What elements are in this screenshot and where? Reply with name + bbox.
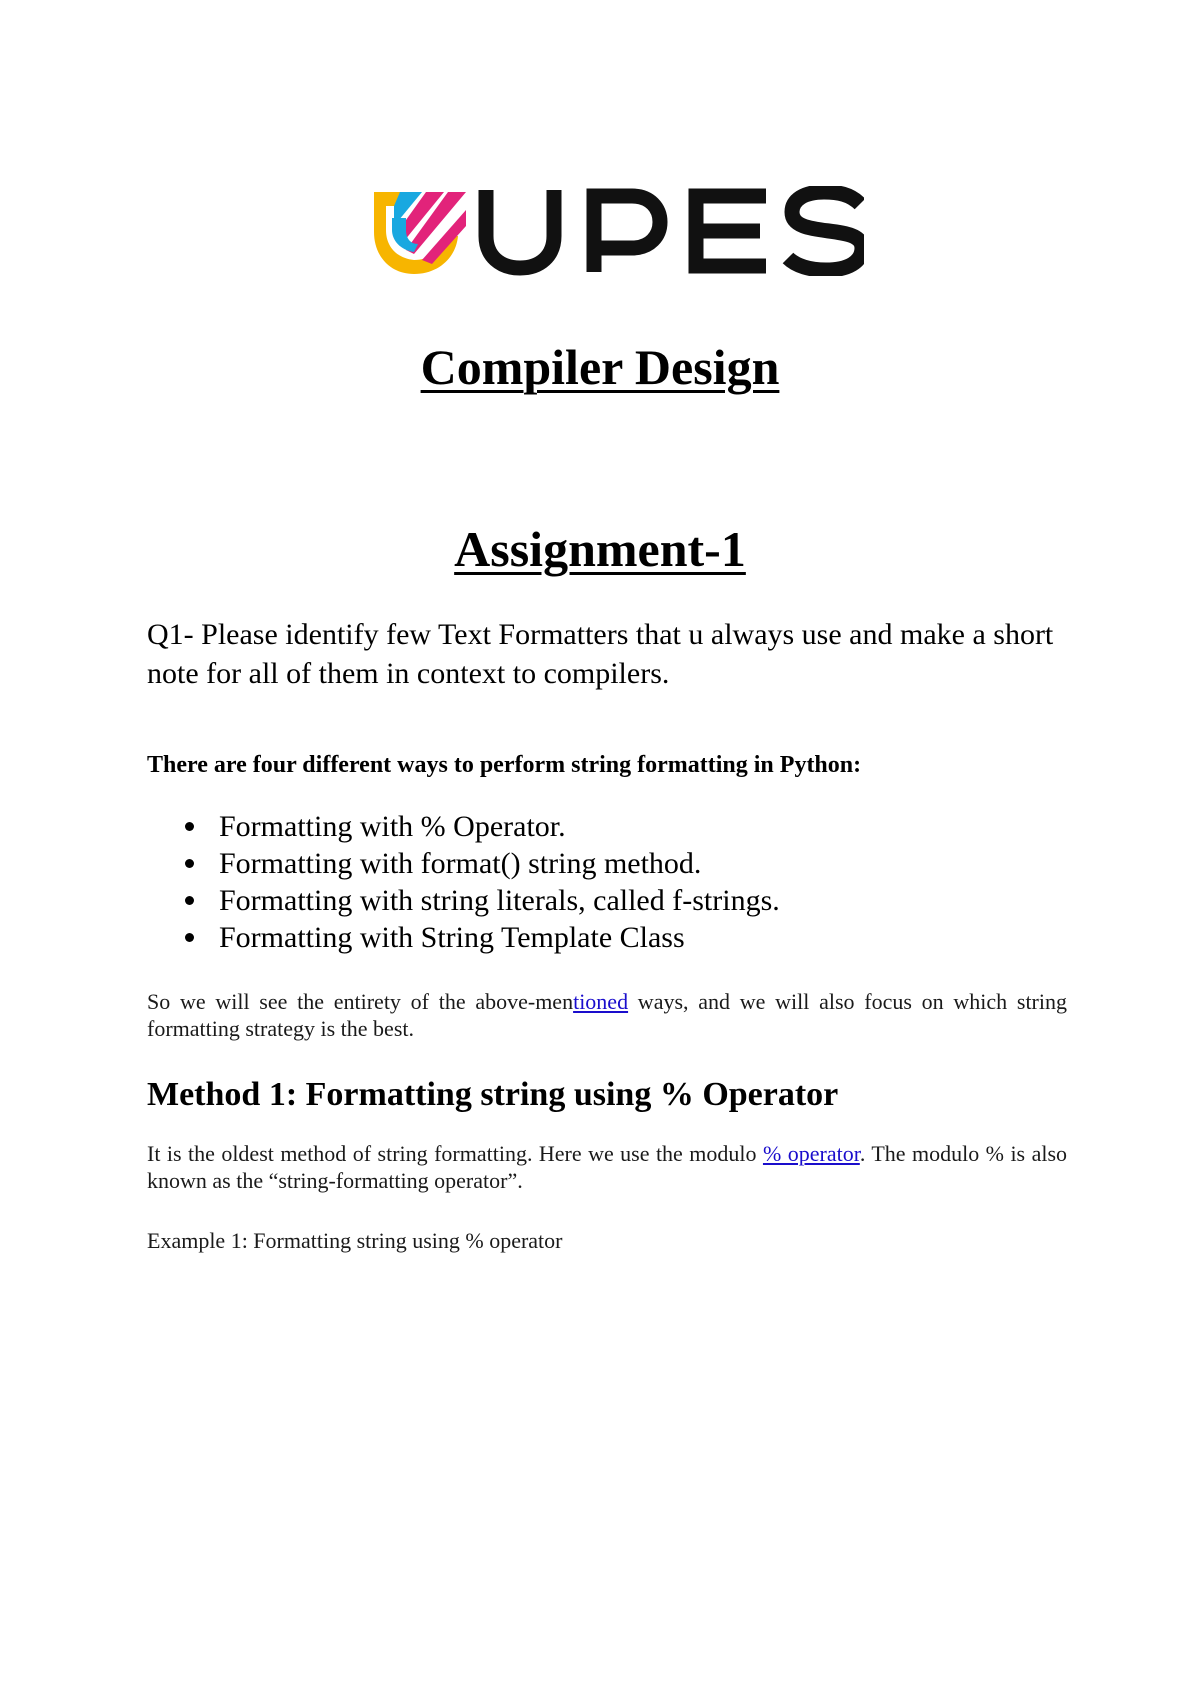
bullet-icon xyxy=(185,859,194,868)
assignment-title: Assignment-1 xyxy=(454,521,746,577)
intro-text-end: ways, and we will also focus on which string formatting strategy is the best. xyxy=(147,989,1067,1041)
bullet-icon xyxy=(185,896,194,905)
course-title: Compiler Design xyxy=(420,339,780,395)
method-1-paragraph xyxy=(147,1140,1067,1194)
method-1-text-start: It is the oldest method of string formatting. Here we use the modulo xyxy=(147,1141,763,1166)
list-item xyxy=(147,845,1067,882)
list-item-text: Formatting with format() string method. xyxy=(219,847,702,880)
intro-paragraph xyxy=(147,988,1067,1042)
question-text: Q1- Please identify few Text Formatters that u always use and make a short note for all of them in context to compilers. xyxy=(147,618,1054,690)
list-item-text: Formatting with string literals, called f-strings. xyxy=(219,884,780,917)
method-1-heading: Method 1: Formatting string using % Operator xyxy=(147,1076,839,1113)
upes-wordmark xyxy=(474,186,864,276)
list-item xyxy=(147,882,1067,919)
method-1-text-end: . The modulo % is also known as the “string-formatting operator”. xyxy=(147,1141,1068,1193)
operator-link[interactable]: % operator xyxy=(762,1141,860,1166)
example-caption: Example 1: Formatting string using % operator xyxy=(147,1228,563,1253)
list-item xyxy=(147,808,1067,845)
formatting-methods-list xyxy=(147,808,1067,956)
list-item xyxy=(147,919,1067,956)
mentioned-link[interactable]: tioned xyxy=(573,989,629,1014)
lead-statement: There are four different ways to perform string formatting in Python: xyxy=(147,752,862,778)
upes-logo xyxy=(370,186,865,276)
list-item-text: Formatting with % Operator. xyxy=(219,810,566,843)
list-item-text: Formatting with String Template Class xyxy=(219,921,685,954)
bullet-icon xyxy=(185,822,194,831)
bullet-icon xyxy=(185,933,194,942)
intro-text-start: So we will see the entirety of the above-men xyxy=(147,989,574,1014)
upes-emblem-icon xyxy=(370,186,470,276)
